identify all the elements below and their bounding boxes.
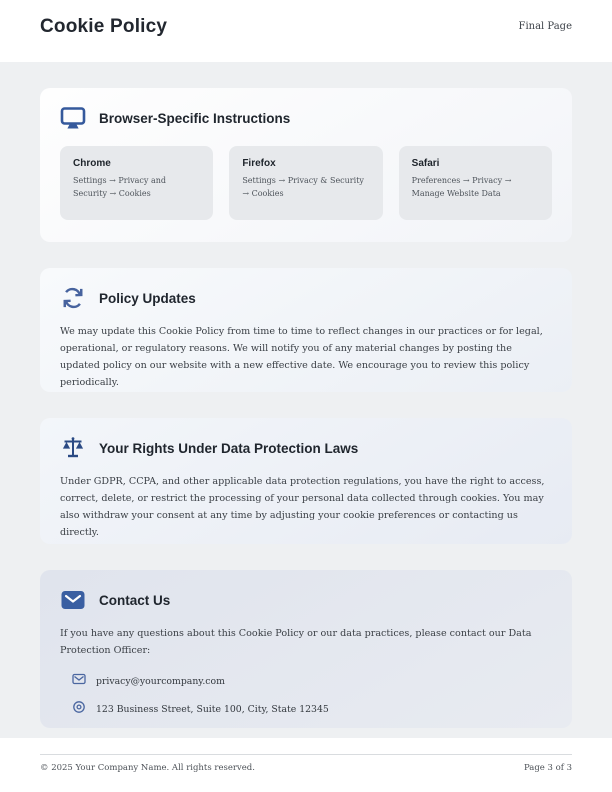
section-body: We may update this Cookie Policy from time to time to reflect changes in our practices or for legal, operational, or regulatory reasons. We will notify you of any material changes by posting the updated policy on our website with a new effective date. We encourage you to review this policy periodically. [60, 326, 543, 388]
browser-card-title: Chrome [73, 158, 111, 169]
contact-item-address [60, 700, 552, 719]
mail-icon [60, 587, 86, 613]
footer-copyright: © 2025 Your Company Name. All rights reserved. [40, 763, 255, 773]
section-body: Under GDPR, CCPA, and other applicable data protection regulations, you have the right to access, correct, delete, or restrict the processing of your personal data collected through cookies. You may also withdraw your consent at any time by adjusting your cookie preferences or contacting us directly. [60, 476, 545, 538]
browser-card-path: Preferences → Privacy → Manage Website Data [411, 176, 512, 198]
browser-card-firefox [229, 146, 382, 220]
section-your-rights [40, 418, 572, 544]
contact-email-text: privacy@yourcompany.com [96, 676, 225, 687]
section-title: Your Rights Under Data Protection Laws [99, 440, 359, 456]
section-title: Policy Updates [99, 290, 196, 306]
browser-card-safari [399, 146, 552, 220]
page-title: Cookie Policy [40, 16, 168, 37]
contact-item-email [60, 672, 552, 691]
browser-card-chrome [60, 146, 213, 220]
section-header [60, 586, 552, 614]
section-contact-us [40, 570, 572, 728]
section-browser-instructions [40, 88, 572, 242]
scales-icon [60, 435, 86, 461]
envelope-icon [72, 672, 86, 691]
monitor-icon [60, 105, 86, 131]
footer-page-info: Page 3 of 3 [523, 763, 572, 773]
section-header [60, 104, 552, 132]
page-label: Final Page [518, 21, 572, 32]
section-header [60, 434, 552, 462]
footer-divider [40, 754, 572, 755]
section-policy-updates [40, 268, 572, 392]
contact-intro: If you have any questions about this Cookie Policy or our data practices, please contact our Data Protection Officer: [60, 628, 532, 656]
refresh-icon [60, 285, 86, 311]
browser-card-title: Firefox [242, 158, 276, 169]
contact-address-text: 123 Business Street, Suite 100, City, State 12345 [96, 704, 329, 715]
browser-card-path: Settings → Privacy and Security → Cookies [73, 176, 167, 198]
section-title: Contact Us [99, 592, 171, 608]
browser-card-title: Safari [411, 158, 440, 169]
section-title: Browser-Specific Instructions [99, 110, 291, 126]
section-header [60, 284, 552, 312]
browser-card-path: Settings → Privacy & Security → Cookies [242, 176, 364, 198]
location-pin-icon [72, 700, 86, 719]
browser-cards-row [60, 146, 552, 220]
